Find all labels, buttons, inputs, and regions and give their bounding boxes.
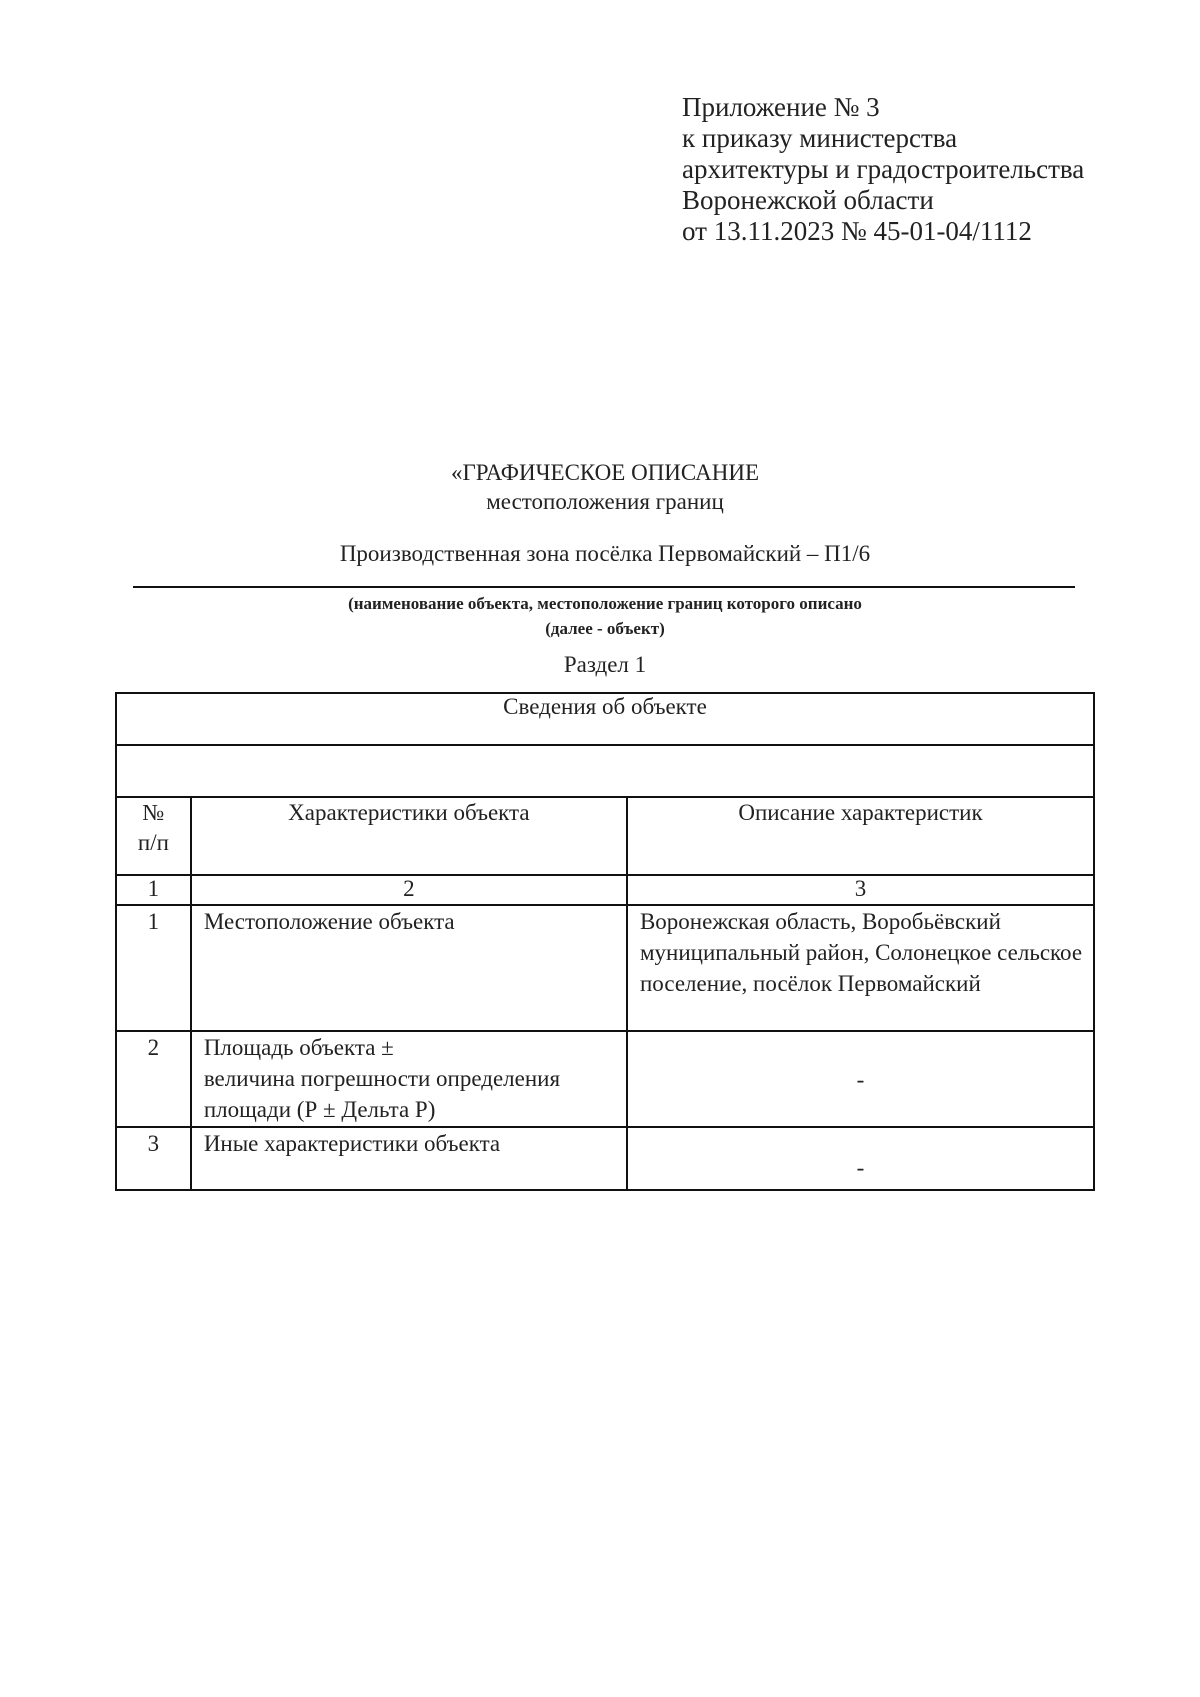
column-number: 2 bbox=[191, 875, 627, 905]
column-number: 1 bbox=[116, 875, 191, 905]
hint-line: (далее - объект) bbox=[545, 619, 665, 638]
appendix-header bbox=[682, 92, 1084, 247]
appendix-line: Приложение № 3 bbox=[682, 92, 880, 122]
characteristic-line: величина погрешности определения площади (Р ± Дельта Р) bbox=[203, 1066, 561, 1122]
appendix-line: к приказу министерства bbox=[682, 123, 958, 153]
table-caption-row bbox=[116, 693, 1094, 745]
row-characteristic bbox=[191, 1031, 627, 1127]
header-num-symbol: № bbox=[142, 800, 165, 825]
header-num bbox=[116, 797, 191, 875]
title-subheading: местоположения границ bbox=[486, 489, 724, 514]
row-characteristic: Иные характеристики объекта bbox=[191, 1127, 627, 1190]
row-number: 1 bbox=[116, 905, 191, 1031]
row-number: 3 bbox=[116, 1127, 191, 1190]
row-characteristic: Местоположение объекта bbox=[191, 905, 627, 1031]
table-empty-row bbox=[116, 745, 1094, 797]
row-description: - bbox=[627, 1127, 1094, 1190]
table-header-row bbox=[116, 797, 1094, 875]
object-name-underline bbox=[133, 586, 1075, 588]
object-name-hint bbox=[120, 591, 1090, 641]
title-heading: «ГРАФИЧЕСКОЕ ОПИСАНИЕ bbox=[450, 460, 759, 485]
header-num-abbr: п/п bbox=[137, 830, 169, 855]
header-description: Описание характеристик bbox=[627, 797, 1094, 875]
row-number: 2 bbox=[116, 1031, 191, 1127]
table-caption: Сведения об объекте bbox=[116, 693, 1094, 745]
document-title bbox=[120, 458, 1090, 516]
object-info-table bbox=[115, 692, 1095, 1191]
row-description: Воронежская область, Воробьёвский муниципальный район, Солонецкое сельское поселение, посёлок Первомайский bbox=[627, 905, 1094, 1031]
column-number: 3 bbox=[627, 875, 1094, 905]
appendix-line: от 13.11.2023 № 45-01-04/1112 bbox=[682, 216, 1032, 246]
empty-cell bbox=[116, 745, 1094, 797]
appendix-line: Воронежской области bbox=[682, 185, 934, 215]
table-row bbox=[116, 1031, 1094, 1127]
section-label: Раздел 1 bbox=[563, 652, 647, 677]
header-characteristics: Характеристики объекта bbox=[191, 797, 627, 875]
hint-line: (наименование объекта, местоположение границ которого описано bbox=[348, 594, 862, 613]
characteristic-line: Площадь объекта ± bbox=[203, 1035, 394, 1060]
row-description: - bbox=[627, 1031, 1094, 1127]
table-row bbox=[116, 905, 1094, 1031]
column-number-row bbox=[116, 875, 1094, 905]
object-name: Производственная зона посёлка Первомайский – П1/6 bbox=[339, 541, 871, 566]
appendix-line: архитектуры и градостроительства bbox=[682, 154, 1085, 184]
table-row bbox=[116, 1127, 1094, 1190]
